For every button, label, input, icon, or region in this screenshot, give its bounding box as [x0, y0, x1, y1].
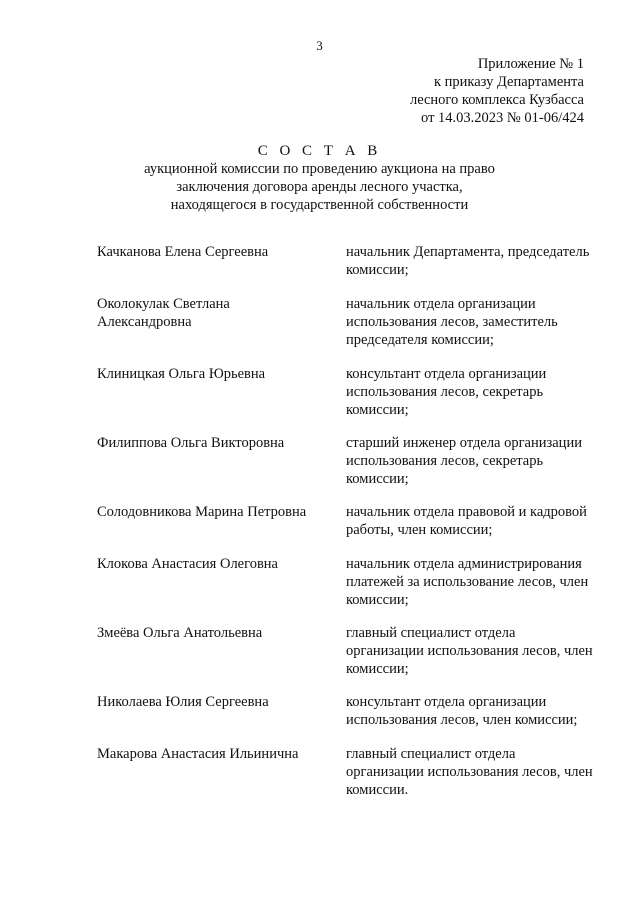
member-name: Клокова Анастасия Олеговна — [97, 556, 278, 572]
appendix-line: лесного комплекса Кузбасса — [409, 92, 584, 108]
member-name: Филиппова Ольга Викторовна — [97, 435, 285, 451]
member-name: Околокулак Светлана Александровна — [97, 296, 230, 330]
member-role: консультант отдела организации использования лесов, секретарь комиссии; — [346, 366, 547, 418]
member-role: главный специалист отдела организации использования лесов, член комиссии. — [346, 746, 593, 798]
appendix-line: от 14.03.2023 № 01-06/424 — [421, 110, 584, 126]
member-name: Клиницкая Ольга Юрьевна — [97, 366, 266, 382]
member-role: начальник отдела правовой и кадровой работы, член комиссии; — [346, 504, 587, 538]
appendix-header — [410, 55, 584, 127]
page-number: 3 — [316, 38, 323, 53]
subtitle-line: заключения договора аренды лесного участка, — [176, 179, 463, 195]
member-role: начальник отдела организации использования лесов, заместитель председателя комиссии; — [346, 296, 558, 348]
document-title: С О С Т А В — [257, 143, 382, 159]
member-name: Змеёва Ольга Анатольевна — [97, 625, 263, 641]
member-role: главный специалист отдела организации использования лесов, член комиссии; — [346, 625, 593, 677]
member-role: начальник Департамента, председатель комиссии; — [346, 244, 590, 278]
appendix-line: Приложение № 1 — [477, 56, 584, 72]
member-role: начальник отдела администрирования платежей за использование лесов, член комиссии; — [346, 556, 589, 608]
member-role: консультант отдела организации использования лесов, член комиссии; — [346, 694, 578, 728]
document-subtitle — [0, 160, 639, 214]
subtitle-line: аукционной комиссии по проведению аукциона на право — [144, 161, 495, 177]
member-name: Николаева Юлия Сергеевна — [97, 694, 269, 710]
subtitle-line: находящегося в государственной собственности — [170, 197, 469, 213]
member-name: Качканова Елена Сергеевна — [97, 244, 269, 260]
member-role: старший инженер отдела организации использования лесов, секретарь комиссии; — [346, 435, 582, 487]
title-block — [0, 142, 639, 214]
appendix-line: к приказу Департамента — [433, 74, 584, 90]
member-name: Макарова Анастасия Ильинична — [97, 746, 299, 762]
member-name: Солодовникова Марина Петровна — [97, 504, 307, 520]
